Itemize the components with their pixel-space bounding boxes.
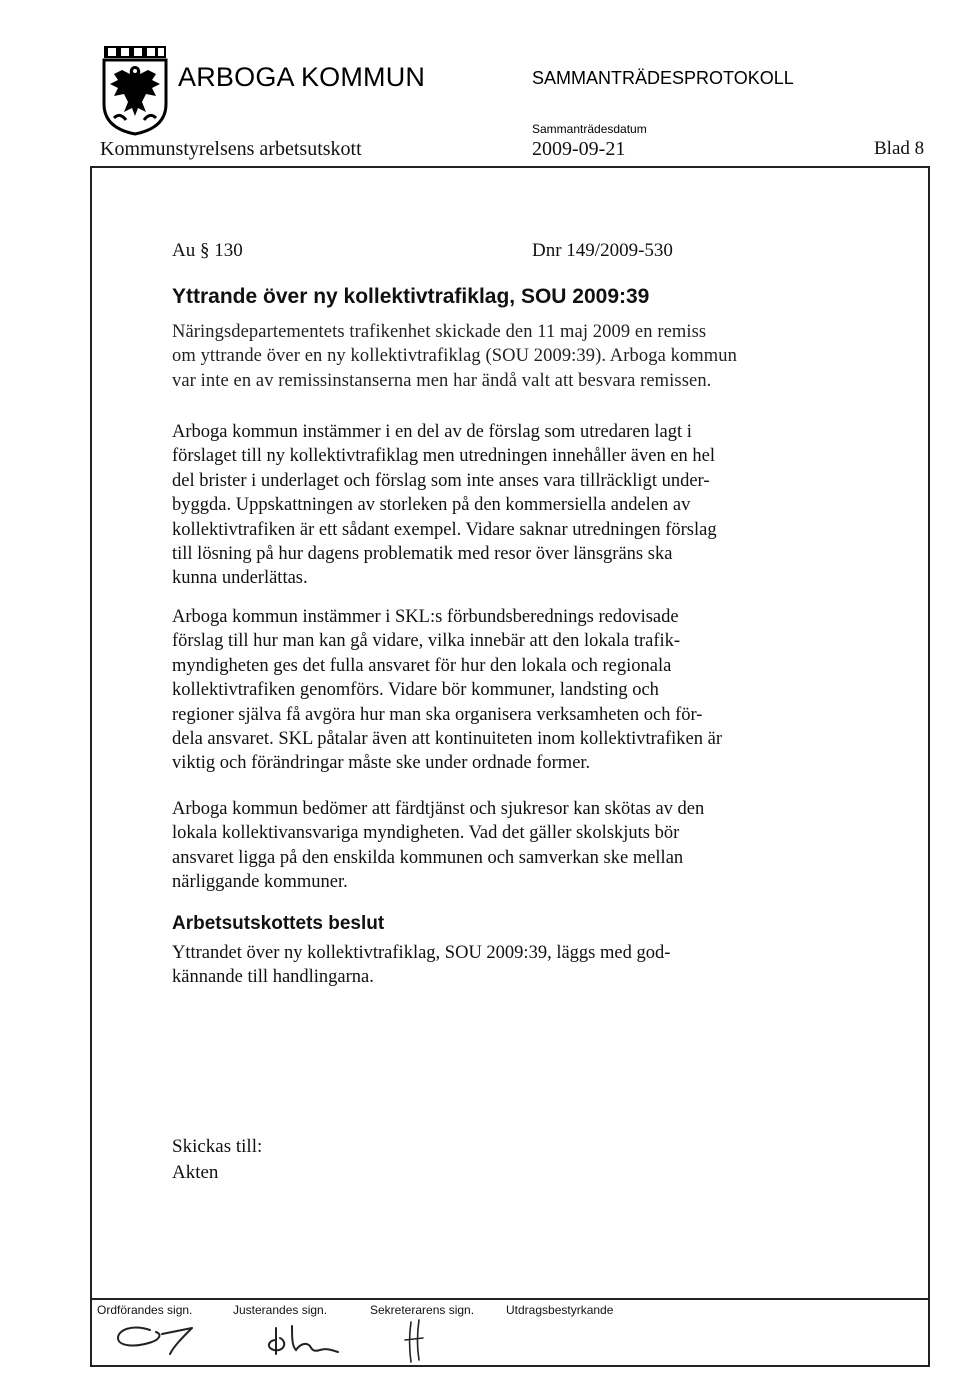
text-line: förslaget till ny kollektivtrafiklag men utredningen innehåller även en hel	[172, 446, 716, 467]
adjuster-signature-label: Justerandes sign.	[233, 1303, 328, 1317]
text-line: Näringsdepartementets trafikenhet skickade den 11 maj 2009 en remiss	[172, 322, 707, 342]
send-to-label: Skickas till:	[172, 1136, 263, 1157]
text-line: till lösning på hur dagens problematik med resor över länsgräns ska	[172, 544, 673, 565]
text-line: kollektivtrafiken är ett sådant exempel. Vidare saknar utredningen förslag	[172, 519, 717, 540]
case-title: Yttrande över ny kollektivtrafiklag, SOU 2009:39	[172, 285, 650, 308]
text-line: Arboga kommun instämmer i SKL:s förbundsberednings redovisade	[172, 607, 679, 627]
signature-row-divider	[90, 1298, 930, 1300]
text-line: var inte en av remissinstanserna men har ändå valt att besvara remissen.	[172, 370, 712, 391]
text-line: regioner själva få avgöra hur man ska organisera verksamheten och för-	[172, 704, 703, 725]
text-line: myndigheten ges det fulla ansvaret för hur den lokala och regionala	[172, 655, 672, 676]
text-line: kunna underlättas.	[172, 568, 308, 589]
diary-number: Dnr 149/2009-530	[532, 240, 673, 261]
text-line: Arboga kommun instämmer i en del av de förslag som utredaren lagt i	[172, 422, 692, 442]
meeting-date: 2009-09-21	[532, 138, 626, 160]
decision-heading: Arbetsutskottets beslut	[172, 913, 385, 934]
text-line: Yttrandet över ny kollektivtrafiklag, SOU 2009:39, läggs med god-	[172, 943, 671, 963]
paragraph-transport-services	[172, 797, 812, 895]
decision-text	[172, 941, 812, 990]
text-line: dela ansvaret. SKL påtalar även att kontinuiteten inom kollektivtrafiken är	[172, 729, 723, 750]
document-type: SAMMANTRÄDESPROTOKOLL	[532, 68, 794, 88]
text-line: del brister i underlaget och förslag som inte anses vara tillräckligt under-	[172, 470, 710, 491]
text-line: viktig och förändringar måste ske under ordnade former.	[172, 753, 591, 774]
paragraph-number: Au § 130	[172, 240, 243, 261]
text-line: byggda. Uppskattningen av storleken på den kommersiella andelen av	[172, 495, 691, 516]
secretary-signature	[395, 1318, 435, 1366]
text-line: kollektivtrafiken genomförs. Vidare bör kommuner, landsting och	[172, 680, 659, 701]
paragraph-background	[172, 320, 812, 393]
committee-name: Kommunstyrelsens arbetsutskott	[100, 138, 362, 160]
coat-of-arms-icon	[100, 44, 170, 136]
text-line: ansvaret ligga på den enskilda kommunen och samverkan ske mellan	[172, 847, 684, 868]
text-line: förslag till hur man kan gå vidare, vilka innebär att den lokala trafik-	[172, 631, 681, 652]
paragraph-skl	[172, 605, 812, 776]
page-frame-bottom	[90, 1365, 930, 1367]
extract-certification-label: Utdragsbestyrkande	[506, 1303, 614, 1317]
chair-signature	[112, 1318, 204, 1358]
adjuster-signature	[262, 1318, 342, 1358]
text-line: lokala kollektivansvariga myndigheten. Vad det gäller skolskjuts bör	[172, 823, 680, 844]
organization-name: ARBOGA KOMMUN	[178, 62, 426, 92]
sheet-number: Blad 8	[874, 138, 925, 159]
date-label: Sammanträdesdatum	[532, 122, 647, 136]
text-line: Arboga kommun bedömer att färdtjänst och sjukresor kan skötas av den	[172, 799, 705, 819]
paragraph-assessment	[172, 420, 812, 591]
text-line: kännande till handlingarna.	[172, 967, 374, 988]
send-to-recipient: Akten	[172, 1162, 219, 1183]
text-line: om yttrande över en ny kollektivtrafiklag (SOU 2009:39). Arboga kommun	[172, 346, 737, 367]
text-line: närliggande kommuner.	[172, 872, 348, 893]
secretary-signature-label: Sekreterarens sign.	[370, 1303, 475, 1317]
chair-signature-label: Ordförandes sign.	[97, 1303, 193, 1317]
